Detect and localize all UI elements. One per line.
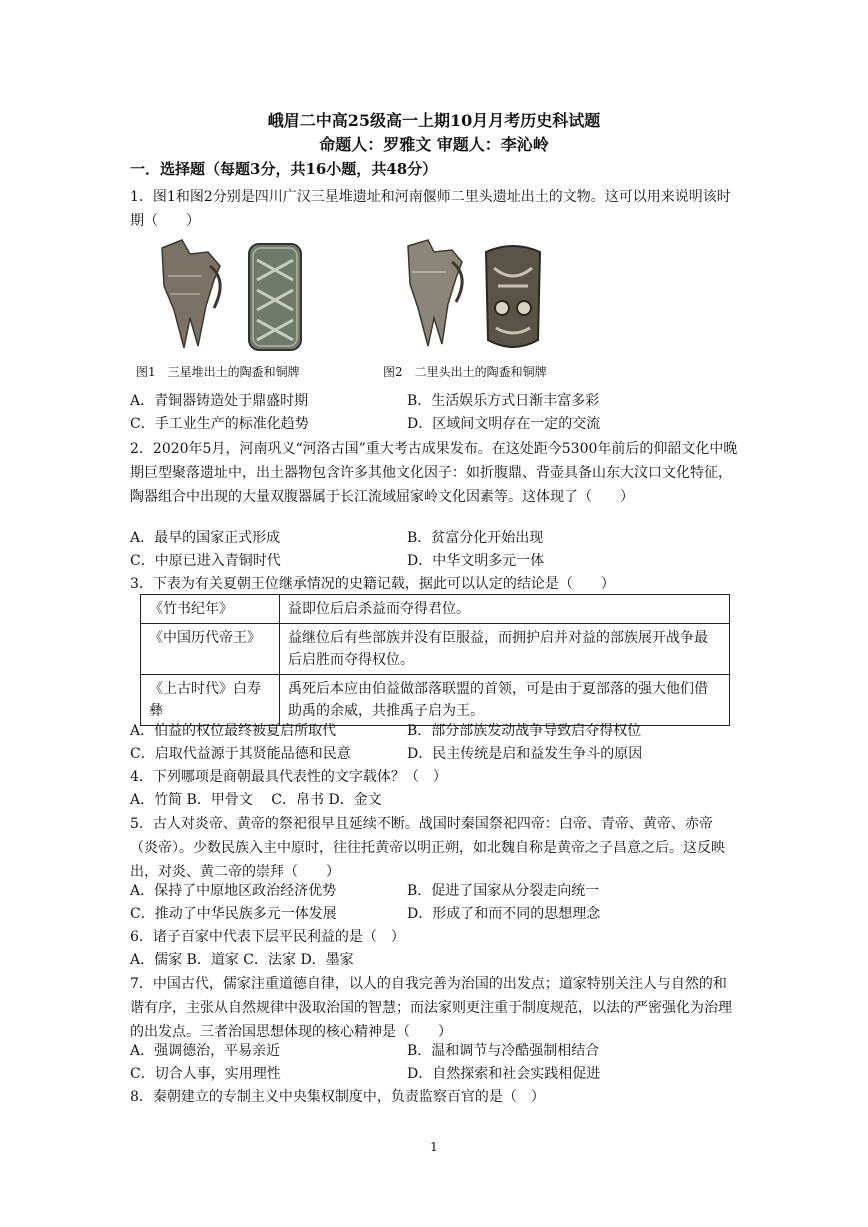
- figure-2-caption: 图2 二里头出土的陶盉和铜牌: [383, 365, 547, 379]
- question-2-option-c: C．中原已进入青铜时代: [130, 553, 281, 569]
- table-row: [141, 624, 730, 675]
- table-row: [141, 675, 730, 726]
- erlitou-pottery-image: [398, 236, 473, 356]
- question-4-stem: 4．下列哪项是商朝最具代表性的文字载体？（ ）: [130, 769, 447, 785]
- question-3-stem: 3．下表为有关夏朝王位继承情况的史籍记载，据此可以认定的结论是（ ）: [130, 576, 615, 592]
- question-3-option-a: A．伯益的权位最终被夏启所取代: [130, 723, 337, 739]
- question-1-stem: 1．图1和图2分别是四川广汉三星堆遗址和河南偃师二里头遗址出土的文物。这可以用来说明该时期（ ）: [130, 189, 731, 229]
- table-row: [141, 595, 730, 624]
- question-7-option-c: C．切合人事，实用理性: [130, 1066, 281, 1082]
- table-cell-text: 禹死后本应由伯益做部落联盟的首领，可是由于夏部落的强大他们借助禹的余威，共推禹子启为王。: [280, 675, 730, 726]
- table-cell-text: 益即位后启杀益而夺得君位。: [280, 595, 730, 624]
- question-4-options: A．竹简 B．甲骨文 C．帛书 D．金文: [130, 792, 382, 808]
- question-1-option-c: C．手工业生产的标准化趋势: [130, 416, 309, 432]
- table-cell-source: 《中国历代帝王》: [141, 624, 280, 675]
- figure-1-caption: 图1 三星堆出土的陶盉和铜牌: [136, 365, 300, 379]
- question-3-option-c: C．启取代益源于其贤能品德和民意: [130, 746, 351, 762]
- question-7-stem: 7．中国古代，儒家注重道德自律，以人的自我完善为治国的出发点；道家特别关注人与自然的和谐有序，主张从自然规律中汲取治国的智慧；而法家则更注重于制度规范，以法的严密强化为治理的出发点。三者治国思想体现的核心精神是（ ）: [130, 976, 732, 1040]
- question-7-option-d: D．自然探索和社会实践相促进: [407, 1066, 601, 1082]
- section-heading: 一．选择题（每题3分，共16小题，共48分）: [130, 160, 438, 178]
- question-3-option-d: D．民主传统是启和益发生争斗的原因: [407, 746, 643, 762]
- question-6-stem: 6．诸子百家中代表下层平民利益的是（ ）: [130, 929, 405, 945]
- question-5-option-d: D．形成了和而不同的思想理念: [407, 906, 601, 922]
- question-6-options: A．儒家 B．道家 C．法家 D．墨家: [130, 952, 354, 968]
- question-2-option-a: A．最早的国家正式形成: [130, 530, 281, 546]
- table-cell-source: 《竹书纪年》: [141, 595, 280, 624]
- question-2-option-d: D．中华文明多元一体: [407, 553, 545, 569]
- table-cell-text: 益继位后有些部族并没有臣服益，而拥护启并对益的部族展开战争最后启胜而夺得权位。: [280, 624, 730, 675]
- erlitou-bronze-plaque-image: [478, 240, 548, 355]
- question-5-stem: 5．古人对炎帝、黄帝的祭祀很早且延续不断。战国时秦国祭祀四帝：白帝、青帝、黄帝、赤帝（炎帝）。少数民族入主中原时，往往托黄帝以明正朔，如北魏自称是黄帝之子昌意之后。这反映出，对炎、黄二帝的崇拜（ ）: [130, 816, 725, 880]
- question-5-option-a: A．保持了中原地区政治经济优势: [130, 883, 337, 899]
- question-7-option-a: A．强调德治，平易亲近: [130, 1043, 281, 1059]
- question-3-option-b: B．部分部族发动战争导致启夺得权位: [407, 723, 642, 739]
- question-2-option-b: B．贫富分化开始出现: [407, 530, 544, 546]
- question-8-stem: 8．秦朝建立的专制主义中央集权制度中，负责监察百官的是（ ）: [130, 1089, 545, 1105]
- exam-authors: 命题人：罗雅文 审题人：李沁岭: [319, 135, 549, 154]
- sanxingdui-bronze-plaque-image: [245, 240, 305, 355]
- question-1-option-b: B．生活娱乐方式日渐丰富多彩: [407, 393, 600, 409]
- question-2-stem: 2．2020年5月，河南巩义“河洛古国”重大考古成果发布。在这处距今5300年前后的仰韶文化中晚期巨型聚落遗址中，出土器物包含许多其他文化因子：如折腹鼎、背壶具备山东大汶口文化特征，陶器组合中出现的大量双腹器属于长江流域屈家岭文化因素等。这体现了（ ）: [130, 441, 738, 505]
- table-cell-source: 《上古时代》白寿彝: [141, 675, 280, 726]
- question-3-source-table: [140, 594, 730, 726]
- question-7-option-b: B．温和调节与冷酷强制相结合: [407, 1043, 600, 1059]
- question-5-option-c: C．推动了中华民族多元一体发展: [130, 906, 337, 922]
- question-1-option-a: A．青铜器铸造处于鼎盛时期: [130, 393, 309, 409]
- sanxingdui-pottery-image: [150, 236, 230, 356]
- page-number: 1: [430, 1140, 438, 1154]
- exam-title: 峨眉二中高25级高一上期10月月考历史科试题: [267, 111, 601, 130]
- question-1-option-d: D．区域间文明存在一定的交流: [407, 416, 601, 432]
- question-5-option-b: B．促进了国家从分裂走向统一: [407, 883, 600, 899]
